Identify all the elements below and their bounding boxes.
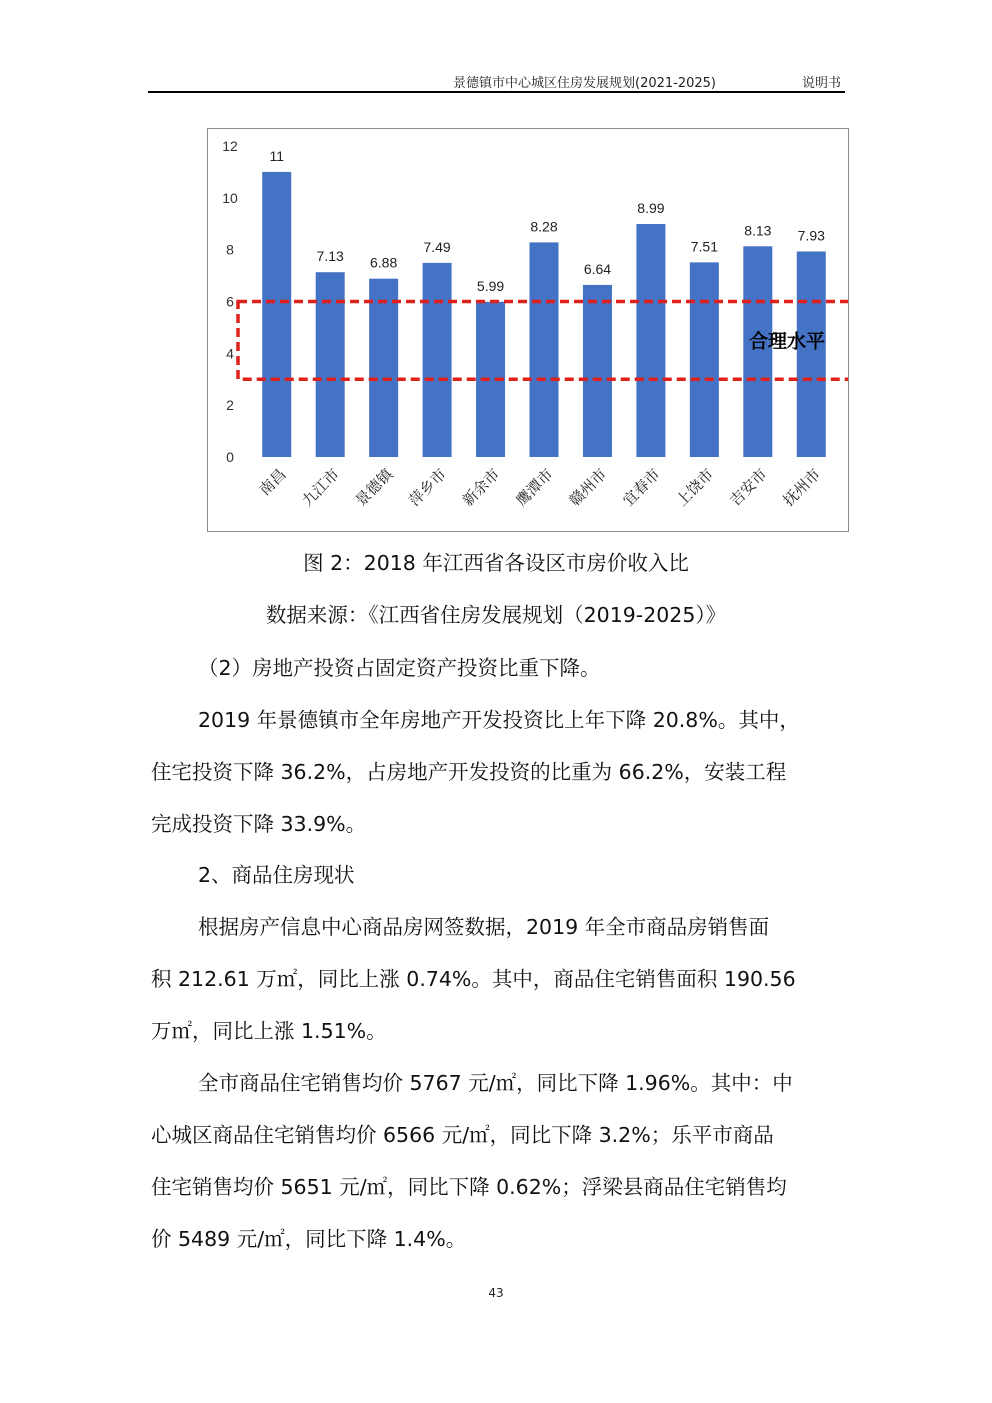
x-tick-label: 吉安市 [726,465,771,510]
bar [369,279,398,457]
y-tick-label: 2 [226,397,234,414]
header-title: 景德镇市中心城区住房发展规划(2021-2025) [453,76,717,91]
bar [636,224,665,457]
band-label: 合理水平 [748,330,826,353]
x-tick-label: 新余市 [458,465,504,510]
body-line: 全市商品住宅销售均价 5767 元/㎡，同比下降 1.96%。其中：中 [198,1071,793,1095]
x-tick-label: 景德镇 [351,465,397,510]
bar [423,263,452,457]
bar-chart [208,129,848,531]
body-line: 万㎡，同比上涨 1.51%。 [151,1019,387,1043]
data-label: 8.13 [744,222,772,239]
data-label: 7.93 [797,227,825,244]
data-label: 5.99 [476,277,505,294]
body-line: 心城区商品住宅销售均价 6566 元/㎡，同比下降 3.2%；乐平市商品 [151,1123,774,1147]
body-line: 住宅销售均价 5651 元/㎡，同比下降 0.62%；浮梁县商品住宅销售均 [151,1175,787,1199]
x-tick-label: 萍乡市 [405,465,450,510]
data-label: 8.28 [530,218,558,235]
x-tick-label: 赣州市 [565,465,611,510]
figure-caption: 图 2：2018 年江西省各设区市房价收入比 [303,551,689,575]
body-line: 住宅投资下降 36.2%，占房地产开发投资的比重为 66.2%，安装工程 [151,760,787,784]
y-tick-label: 8 [226,241,234,258]
y-tick-label: 4 [226,345,234,362]
y-tick-label: 12 [222,138,238,154]
y-tick-label: 10 [222,189,238,206]
data-label: 11 [269,147,285,164]
page-number: 43 [488,1286,504,1300]
x-tick-label: 南昌 [255,465,290,500]
figure-source: 数据来源：《江西省住房发展规划（2019-2025）》 [265,603,727,627]
bar [690,262,719,457]
bar [262,172,291,457]
bar [530,242,559,457]
bar [583,285,612,457]
data-label: 8.99 [637,200,665,217]
x-tick-label: 鹰潭市 [512,465,557,510]
body-line: 价 5489 元/㎡，同比下降 1.4%。 [151,1227,467,1251]
section-heading: 2、商品住房现状 [198,863,355,887]
x-tick-label: 上饶市 [672,465,718,510]
data-label: 7.13 [316,248,344,265]
body-line: 2019 年景德镇市全年房地产开发投资比上年下降 20.8%。其中， [198,708,800,732]
body-line: 完成投资下降 33.9%。 [151,812,367,836]
header-note: 说明书 [801,76,841,91]
x-tick-label: 九江市 [298,465,344,510]
body-line: （2）房地产投资占固定资产投资比重下降。 [198,656,601,680]
header-rule [148,91,845,93]
data-label: 7.51 [690,238,718,255]
y-tick-label: 0 [226,449,234,465]
x-tick-label: 抚州市 [779,465,825,510]
chart-frame [207,128,849,532]
data-label: 7.49 [423,238,451,255]
bar [797,251,826,457]
data-label: 6.88 [370,254,398,271]
body-line: 积 212.61 万㎡，同比上涨 0.74%。其中，商品住宅销售面积 190.56 [151,967,796,991]
page-header [148,70,845,92]
y-tick-label: 6 [226,293,234,310]
body-line: 根据房产信息中心商品房网签数据，2019 年全市商品房销售面 [198,915,770,939]
x-tick-label: 宜春市 [619,465,664,510]
data-label: 6.64 [583,260,612,277]
